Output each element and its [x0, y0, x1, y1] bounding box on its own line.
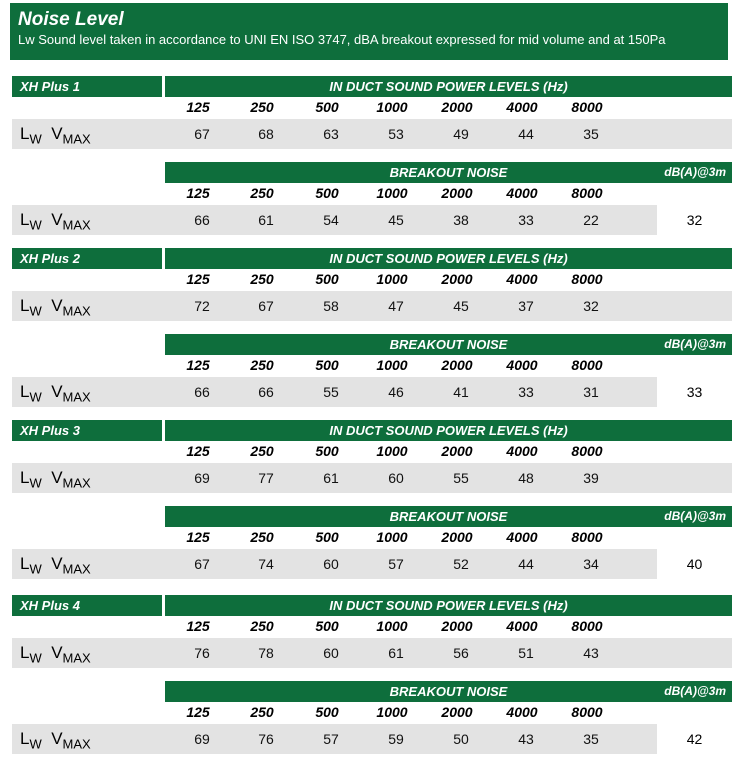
frequency-label: 500 [315, 443, 339, 459]
frequency-label: 125 [186, 357, 210, 373]
lw-symbol: L [20, 382, 30, 401]
breakout-header [165, 334, 732, 355]
breakout-header [165, 506, 732, 527]
table-cell: 68 [258, 126, 274, 142]
table-cell: 35 [583, 731, 599, 747]
table-cell: 35 [583, 126, 599, 142]
frequency-label: 1000 [376, 443, 408, 459]
lw-subscript: W [29, 131, 42, 147]
table-cell: 60 [323, 645, 339, 661]
frequency-label: 4000 [506, 357, 538, 373]
table-cell: 37 [518, 298, 534, 314]
table-cell: 48 [518, 470, 534, 486]
frequency-label: 500 [315, 357, 339, 373]
section-title: BREAKOUT NOISE [389, 509, 508, 524]
frequency-label: 250 [250, 185, 274, 201]
table-cell: 76 [194, 645, 210, 661]
lw-vmax-label [20, 210, 91, 232]
model-name: XH Plus 3 [12, 420, 162, 441]
frequency-label: 2000 [441, 185, 473, 201]
lw-subscript: W [29, 389, 42, 405]
frequency-label: 8000 [571, 618, 603, 634]
table-cell: 78 [258, 645, 274, 661]
table-cell: 76 [258, 731, 274, 747]
table-cell: 47 [388, 298, 404, 314]
lw-vmax-label [20, 729, 91, 751]
table-cell: 43 [518, 731, 534, 747]
lw-symbol: L [20, 296, 30, 315]
frequency-label: 125 [186, 704, 210, 720]
lw-subscript: W [29, 650, 42, 666]
table-cell: 46 [388, 384, 404, 400]
frequency-label: 1000 [376, 99, 408, 115]
frequency-label: 4000 [506, 529, 538, 545]
table-cell: 44 [518, 556, 534, 572]
section-title: IN DUCT SOUND POWER LEVELS (Hz) [329, 423, 568, 438]
lw-symbol: L [20, 124, 30, 143]
section-title: BREAKOUT NOISE [389, 165, 508, 180]
section-header [10, 3, 728, 60]
frequency-label: 250 [250, 529, 274, 545]
vmax-subscript: MAX [62, 561, 91, 577]
frequency-label: 8000 [571, 443, 603, 459]
table-cell: 57 [323, 731, 339, 747]
frequency-label: 250 [250, 99, 274, 115]
table-cell: 50 [453, 731, 469, 747]
table-cell: 49 [453, 126, 469, 142]
model-name: XH Plus 4 [12, 595, 162, 616]
frequency-label: 8000 [571, 185, 603, 201]
lw-subscript: W [29, 736, 42, 752]
table-row [12, 119, 732, 149]
in-duct-header [165, 595, 732, 616]
vmax-subscript: MAX [62, 475, 91, 491]
frequency-label: 4000 [506, 99, 538, 115]
vmax-symbol: V [51, 124, 63, 143]
dba-value: 32 [655, 205, 732, 235]
lw-vmax-label [20, 382, 91, 404]
frequency-label: 500 [315, 529, 339, 545]
page-subtitle: Lw Sound level taken in accordance to UNI EN ISO 3747, dBA breakout expressed for mid volume and at 150Pa [18, 32, 666, 47]
vmax-subscript: MAX [62, 217, 91, 233]
table-cell: 59 [388, 731, 404, 747]
table-cell: 43 [583, 645, 599, 661]
frequency-label: 2000 [441, 99, 473, 115]
frequency-label: 8000 [571, 271, 603, 287]
dba-label: dB(A)@3m [664, 509, 726, 523]
section-title: IN DUCT SOUND POWER LEVELS (Hz) [329, 251, 568, 266]
vmax-subscript: MAX [62, 736, 91, 752]
in-duct-header [165, 420, 732, 441]
frequency-label: 500 [315, 185, 339, 201]
lw-symbol: L [20, 468, 30, 487]
frequency-label: 250 [250, 704, 274, 720]
table-cell: 22 [583, 212, 599, 228]
table-cell: 39 [583, 470, 599, 486]
frequency-label: 250 [250, 618, 274, 634]
table-row [12, 638, 732, 668]
frequency-label: 125 [186, 618, 210, 634]
lw-vmax-label [20, 468, 91, 490]
frequency-label: 4000 [506, 271, 538, 287]
frequency-label: 125 [186, 443, 210, 459]
dba-value: 42 [655, 724, 732, 754]
table-cell: 74 [258, 556, 274, 572]
table-cell: 66 [194, 384, 210, 400]
table-cell: 31 [583, 384, 599, 400]
lw-vmax-label [20, 124, 91, 146]
frequency-label: 2000 [441, 357, 473, 373]
table-row [12, 377, 732, 407]
frequency-label: 4000 [506, 704, 538, 720]
table-cell: 34 [583, 556, 599, 572]
lw-subscript: W [29, 561, 42, 577]
vmax-subscript: MAX [62, 389, 91, 405]
dba-label: dB(A)@3m [664, 337, 726, 351]
table-cell: 60 [323, 556, 339, 572]
vmax-symbol: V [51, 382, 63, 401]
breakout-header [165, 681, 732, 702]
frequency-label: 2000 [441, 704, 473, 720]
table-cell: 45 [453, 298, 469, 314]
lw-vmax-label [20, 554, 91, 576]
section-title: BREAKOUT NOISE [389, 684, 508, 699]
frequency-label: 125 [186, 99, 210, 115]
frequency-label: 125 [186, 271, 210, 287]
frequency-label: 8000 [571, 529, 603, 545]
frequency-label: 4000 [506, 618, 538, 634]
vmax-subscript: MAX [62, 131, 91, 147]
table-cell: 52 [453, 556, 469, 572]
frequency-label: 1000 [376, 618, 408, 634]
model-name: XH Plus 1 [12, 76, 162, 97]
table-cell: 60 [388, 470, 404, 486]
lw-symbol: L [20, 643, 30, 662]
table-cell: 53 [388, 126, 404, 142]
section-title: IN DUCT SOUND POWER LEVELS (Hz) [329, 598, 568, 613]
section-title: IN DUCT SOUND POWER LEVELS (Hz) [329, 79, 568, 94]
frequency-label: 125 [186, 185, 210, 201]
table-cell: 67 [194, 556, 210, 572]
frequency-label: 4000 [506, 185, 538, 201]
frequency-label: 125 [186, 529, 210, 545]
frequency-label: 4000 [506, 443, 538, 459]
table-cell: 41 [453, 384, 469, 400]
frequency-label: 1000 [376, 529, 408, 545]
table-cell: 58 [323, 298, 339, 314]
lw-symbol: L [20, 554, 30, 573]
lw-subscript: W [29, 475, 42, 491]
table-cell: 61 [323, 470, 339, 486]
table-cell: 44 [518, 126, 534, 142]
table-cell: 77 [258, 470, 274, 486]
frequency-label: 8000 [571, 357, 603, 373]
dba-label: dB(A)@3m [664, 684, 726, 698]
lw-symbol: L [20, 210, 30, 229]
section-title: BREAKOUT NOISE [389, 337, 508, 352]
table-row [12, 724, 732, 754]
table-cell: 45 [388, 212, 404, 228]
vmax-symbol: V [51, 210, 63, 229]
model-name: XH Plus 2 [12, 248, 162, 269]
table-cell: 61 [258, 212, 274, 228]
table-row [12, 205, 732, 235]
vmax-subscript: MAX [62, 303, 91, 319]
table-cell: 66 [194, 212, 210, 228]
frequency-label: 2000 [441, 618, 473, 634]
table-cell: 69 [194, 731, 210, 747]
frequency-label: 250 [250, 357, 274, 373]
in-duct-header [165, 248, 732, 269]
table-row [12, 463, 732, 493]
dba-value: 40 [655, 549, 732, 579]
table-cell: 38 [453, 212, 469, 228]
frequency-label: 250 [250, 271, 274, 287]
table-cell: 63 [323, 126, 339, 142]
table-cell: 57 [388, 556, 404, 572]
table-cell: 55 [453, 470, 469, 486]
lw-vmax-label [20, 643, 91, 665]
lw-symbol: L [20, 729, 30, 748]
dba-value: 33 [655, 377, 732, 407]
table-row [12, 549, 732, 579]
lw-vmax-label [20, 296, 91, 318]
frequency-label: 1000 [376, 704, 408, 720]
vmax-symbol: V [51, 296, 63, 315]
in-duct-header [165, 76, 732, 97]
frequency-label: 500 [315, 271, 339, 287]
table-cell: 54 [323, 212, 339, 228]
frequency-label: 8000 [571, 99, 603, 115]
table-row [12, 291, 732, 321]
frequency-label: 1000 [376, 357, 408, 373]
table-cell: 51 [518, 645, 534, 661]
breakout-header [165, 162, 732, 183]
vmax-symbol: V [51, 729, 63, 748]
table-cell: 55 [323, 384, 339, 400]
table-cell: 33 [518, 212, 534, 228]
vmax-symbol: V [51, 643, 63, 662]
lw-subscript: W [29, 303, 42, 319]
table-cell: 66 [258, 384, 274, 400]
table-cell: 67 [258, 298, 274, 314]
dba-label: dB(A)@3m [664, 165, 726, 179]
vmax-subscript: MAX [62, 650, 91, 666]
table-cell: 69 [194, 470, 210, 486]
frequency-label: 2000 [441, 271, 473, 287]
frequency-label: 1000 [376, 271, 408, 287]
table-cell: 33 [518, 384, 534, 400]
frequency-label: 2000 [441, 529, 473, 545]
vmax-symbol: V [51, 468, 63, 487]
table-cell: 72 [194, 298, 210, 314]
vmax-symbol: V [51, 554, 63, 573]
frequency-label: 500 [315, 618, 339, 634]
table-cell: 56 [453, 645, 469, 661]
lw-subscript: W [29, 217, 42, 233]
frequency-label: 500 [315, 99, 339, 115]
frequency-label: 500 [315, 704, 339, 720]
frequency-label: 250 [250, 443, 274, 459]
frequency-label: 1000 [376, 185, 408, 201]
table-cell: 32 [583, 298, 599, 314]
table-cell: 67 [194, 126, 210, 142]
frequency-label: 2000 [441, 443, 473, 459]
frequency-label: 8000 [571, 704, 603, 720]
table-cell: 61 [388, 645, 404, 661]
page-title: Noise Level [18, 9, 124, 30]
